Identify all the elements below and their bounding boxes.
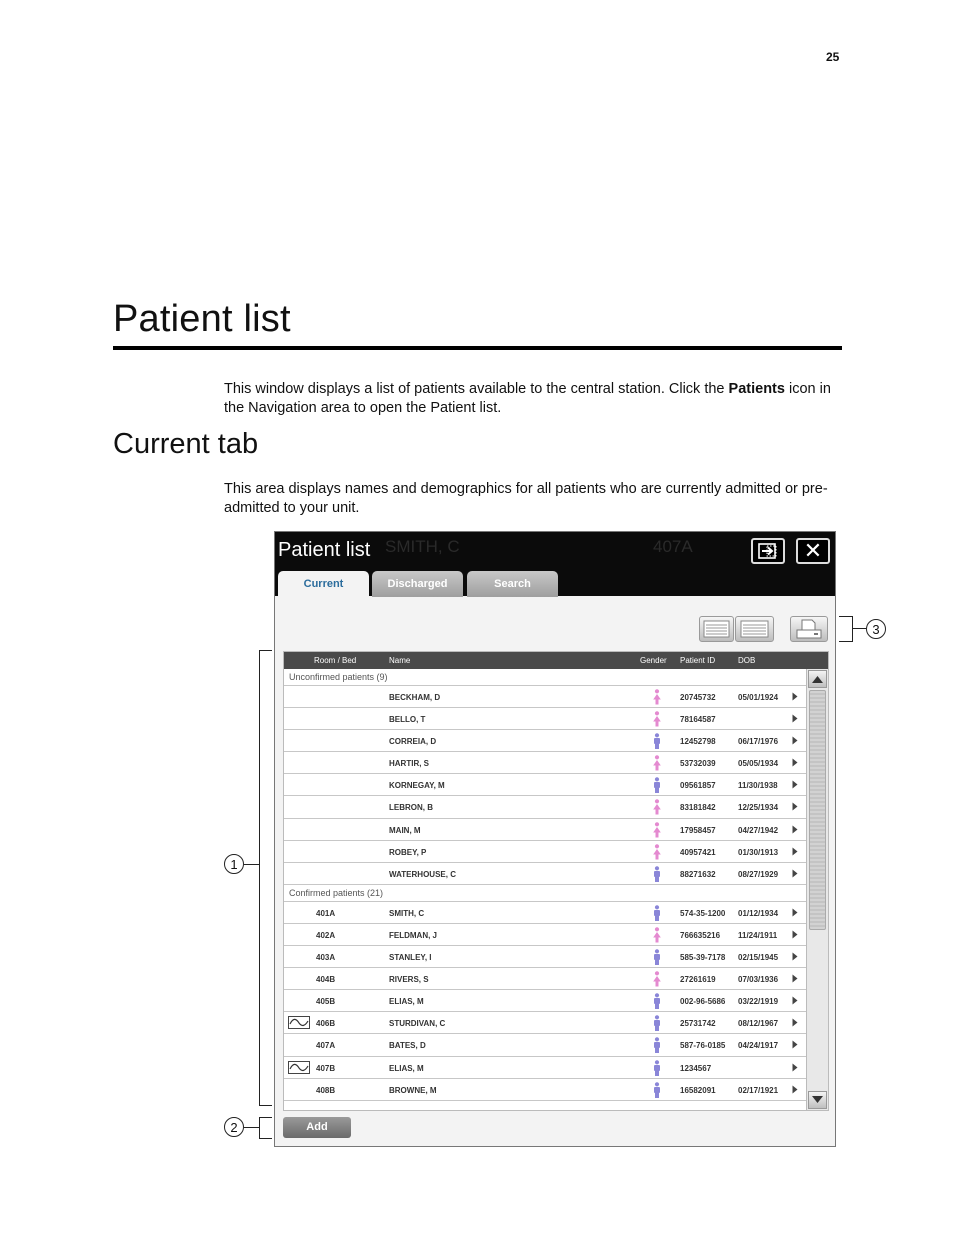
- col-room-bed[interactable]: Room / Bed: [314, 656, 357, 665]
- male-icon: [652, 993, 662, 1009]
- name-cell: CORREIA, D: [389, 737, 437, 747]
- patient-id-cell: 17958457: [680, 825, 716, 835]
- table-row[interactable]: [284, 1079, 806, 1101]
- tab-search[interactable]: Search: [467, 571, 558, 597]
- intro-text-pre: This window displays a list of patients available to the central station. Click the: [224, 381, 729, 397]
- dob-cell: 07/03/1936: [738, 975, 779, 985]
- chevron-right-icon[interactable]: [792, 1063, 798, 1074]
- chevron-right-icon[interactable]: [792, 736, 798, 747]
- table-row[interactable]: [284, 863, 806, 885]
- group-header[interactable]: [284, 885, 806, 902]
- room-bed-cell: 407A: [316, 1041, 336, 1051]
- intro-text-post: icon in the Navigation area to open the Patient list.: [224, 381, 831, 416]
- chevron-right-icon[interactable]: [792, 974, 798, 985]
- table-row[interactable]: [284, 708, 806, 730]
- window-titlebar: [275, 532, 835, 596]
- patient-id-cell: 1234567: [680, 1063, 712, 1073]
- section-paragraph: This area displays names and demographics for all patients who are currently admitted or pre-admitted to your unit.: [224, 481, 828, 516]
- patient-id-cell: 16582091: [680, 1085, 716, 1095]
- tab-discharged[interactable]: Discharged: [372, 571, 463, 597]
- chevron-right-icon[interactable]: [792, 996, 798, 1007]
- female-icon: [652, 711, 662, 727]
- detail-view-icon: [736, 617, 773, 641]
- patient-id-cell: 83181842: [680, 803, 716, 813]
- scroll-down-button[interactable]: [808, 1091, 827, 1109]
- view-compact-button[interactable]: [699, 616, 734, 642]
- table-row[interactable]: [284, 902, 806, 924]
- dob-cell: 11/30/1938: [738, 781, 778, 791]
- title-rule: [113, 346, 842, 350]
- col-gender[interactable]: Gender: [640, 656, 667, 665]
- chevron-right-icon[interactable]: [792, 714, 798, 725]
- dob-cell: 05/01/1924: [738, 693, 779, 702]
- chevron-right-icon[interactable]: [792, 825, 798, 836]
- triangle-down-icon: [809, 1092, 826, 1108]
- male-icon: [652, 777, 662, 793]
- male-icon: [652, 733, 662, 749]
- female-icon: [652, 799, 662, 815]
- patient-id-cell: 27261619: [680, 975, 716, 985]
- name-cell: WATERHOUSE, C: [389, 869, 456, 879]
- patient-id-cell: 40957421: [680, 847, 716, 857]
- bracket-2-top: [259, 1117, 272, 1118]
- dob-cell: 05/05/1934: [738, 759, 779, 769]
- room-bed-cell: 405B: [316, 997, 336, 1007]
- male-icon: [652, 905, 662, 921]
- chevron-right-icon[interactable]: [792, 758, 798, 769]
- name-cell: HARTIR, S: [389, 759, 429, 769]
- intro-paragraph: [224, 380, 844, 418]
- patient-id-cell: 585-39-7178: [680, 953, 726, 963]
- table-row[interactable]: [284, 990, 806, 1012]
- table-row[interactable]: [284, 686, 806, 708]
- dob-cell: 06/17/1976: [738, 737, 779, 747]
- table-row[interactable]: [284, 841, 806, 863]
- callout-3: 3: [866, 619, 886, 639]
- female-icon: [652, 689, 662, 705]
- col-dob[interactable]: DOB: [738, 656, 756, 665]
- dob-cell: 03/22/1919: [738, 997, 779, 1007]
- room-bed-cell: 402A: [316, 930, 336, 940]
- waveform-icon: [288, 1061, 310, 1074]
- name-cell: LEBRON, B: [389, 803, 433, 813]
- name-cell: ELIAS, M: [389, 1063, 424, 1073]
- table-row[interactable]: [284, 774, 806, 796]
- view-detail-button[interactable]: [735, 616, 774, 642]
- chevron-right-icon[interactable]: [792, 930, 798, 941]
- export-icon: [753, 540, 783, 562]
- dob-cell: 01/12/1934: [738, 908, 779, 918]
- patient-id-cell: 20745732: [680, 693, 716, 702]
- bracket-3-bottom: [839, 641, 853, 642]
- name-cell: SMITH, C: [389, 908, 425, 918]
- name-cell: STANLEY, I: [389, 953, 432, 963]
- table-row[interactable]: [284, 752, 806, 774]
- callout-2: 2: [224, 1117, 244, 1137]
- patient-id-cell: 25731742: [680, 1019, 716, 1029]
- dob-cell: 04/27/1942: [738, 825, 779, 835]
- col-patient-id[interactable]: Patient ID: [680, 656, 716, 665]
- male-icon: [652, 1060, 662, 1076]
- chevron-right-icon[interactable]: [792, 1085, 798, 1096]
- add-button[interactable]: Add: [283, 1117, 351, 1138]
- patient-id-cell: 002-96-5686: [680, 997, 726, 1007]
- table-row[interactable]: [284, 796, 806, 818]
- patient-table: [283, 651, 829, 1111]
- patient-id-cell: 09561857: [680, 781, 716, 791]
- dob-cell: 12/25/1934: [738, 803, 779, 813]
- male-icon: [652, 866, 662, 882]
- table-row[interactable]: [284, 1057, 806, 1079]
- dob-cell: 04/24/1917: [738, 1041, 779, 1051]
- female-icon: [652, 755, 662, 771]
- dob-cell: 08/12/1967: [738, 1019, 779, 1029]
- window-title: Patient list: [278, 539, 371, 561]
- patient-id-cell: 78164587: [680, 715, 716, 725]
- name-cell: FELDMAN, J: [389, 930, 437, 940]
- name-cell: BELLO, T: [389, 715, 426, 725]
- print-button[interactable]: [790, 616, 828, 642]
- page-title: Patient list: [113, 298, 291, 340]
- chevron-right-icon[interactable]: [792, 692, 798, 703]
- female-icon: [652, 822, 662, 838]
- patient-id-cell: 587-76-0185: [680, 1041, 726, 1051]
- chevron-right-icon[interactable]: [792, 847, 798, 858]
- female-icon: [652, 927, 662, 943]
- dob-cell: 01/30/1913: [738, 847, 779, 857]
- waveform-icon: [288, 1016, 310, 1029]
- room-bed-cell: 404B: [316, 975, 336, 985]
- room-bed-cell: 408B: [316, 1085, 336, 1095]
- name-cell: BATES, D: [389, 1041, 426, 1051]
- bracket-2-vertical: [259, 1117, 260, 1139]
- name-cell: STURDIVAN, C: [389, 1019, 446, 1029]
- female-icon: [652, 844, 662, 860]
- export-button[interactable]: [751, 538, 785, 564]
- table-row[interactable]: [284, 968, 806, 990]
- callout-3-leader: [852, 628, 866, 629]
- bracket-3-top: [839, 616, 853, 617]
- name-cell: ELIAS, M: [389, 997, 424, 1007]
- table-row[interactable]: [284, 946, 806, 968]
- chevron-right-icon[interactable]: [792, 1040, 798, 1051]
- group-header[interactable]: [284, 669, 806, 686]
- dob-cell: 11/24/1911: [738, 930, 778, 940]
- group-label: Confirmed patients (21): [289, 887, 384, 898]
- bracket-2-bottom: [259, 1138, 272, 1139]
- scroll-thumb[interactable]: [809, 690, 826, 930]
- dob-cell: 02/17/1921: [738, 1085, 779, 1095]
- name-cell: ROBEY, P: [389, 847, 427, 857]
- selected-patient-bed: 407A: [653, 537, 693, 556]
- close-icon: ✕: [803, 538, 823, 563]
- room-bed-cell: 407B: [316, 1063, 336, 1073]
- section-title: Current tab: [113, 428, 259, 460]
- room-bed-cell: 406B: [316, 1019, 336, 1029]
- close-button[interactable]: [796, 538, 830, 564]
- chevron-right-icon[interactable]: [792, 869, 798, 880]
- chevron-right-icon[interactable]: [792, 802, 798, 813]
- room-bed-cell: 403A: [316, 953, 336, 963]
- patient-id-cell: 88271632: [680, 869, 716, 879]
- table-row[interactable]: [284, 1012, 806, 1034]
- patient-id-cell: 53732039: [680, 759, 716, 769]
- list-view-icon: [700, 617, 733, 641]
- table-header: [284, 652, 829, 669]
- selected-patient-name: SMITH, C: [385, 537, 460, 556]
- patient-id-cell: 574-35-1200: [680, 908, 726, 918]
- name-cell: MAIN, M: [389, 825, 421, 835]
- bracket-1-top: [259, 650, 272, 651]
- name-cell: BROWNE, M: [389, 1085, 437, 1095]
- male-icon: [652, 949, 662, 965]
- male-icon: [652, 1082, 662, 1098]
- chevron-right-icon[interactable]: [792, 952, 798, 963]
- male-icon: [652, 1015, 662, 1031]
- male-icon: [652, 1037, 662, 1053]
- dob-cell: 02/15/1945: [738, 953, 779, 963]
- page-number: 25: [826, 50, 840, 64]
- patient-list-window: [274, 531, 836, 1147]
- col-name[interactable]: Name: [389, 656, 411, 665]
- callout-2-leader: [244, 1127, 259, 1128]
- patient-id-cell: 766635216: [680, 930, 721, 940]
- callout-1-leader: [244, 864, 259, 865]
- scroll-up-button[interactable]: [808, 670, 827, 688]
- female-icon: [652, 971, 662, 987]
- chevron-right-icon[interactable]: [792, 908, 798, 919]
- patient-id-cell: 12452798: [680, 737, 716, 747]
- triangle-up-icon: [809, 671, 826, 687]
- table-row[interactable]: [284, 730, 806, 752]
- group-label: Unconfirmed patients (9): [289, 672, 388, 682]
- table-row[interactable]: [284, 819, 806, 841]
- callout-1: 1: [224, 854, 244, 874]
- name-cell: KORNEGAY, M: [389, 781, 445, 791]
- table-row[interactable]: [284, 924, 806, 946]
- print-icon: [791, 617, 827, 641]
- table-row[interactable]: [284, 1034, 806, 1056]
- tab-current[interactable]: Current: [278, 571, 369, 598]
- name-cell: BECKHAM, D: [389, 693, 441, 702]
- table-body: [284, 669, 806, 1111]
- bracket-1-vertical: [259, 650, 260, 1106]
- table-scrollbar[interactable]: [806, 669, 829, 1110]
- intro-text-bold: Patients: [728, 381, 785, 397]
- name-cell: RIVERS, S: [389, 975, 429, 985]
- chevron-right-icon[interactable]: [792, 1018, 798, 1029]
- room-bed-cell: 401A: [316, 908, 336, 918]
- bracket-1-bottom: [259, 1105, 272, 1106]
- dob-cell: 08/27/1929: [738, 869, 779, 879]
- chevron-right-icon[interactable]: [792, 780, 798, 791]
